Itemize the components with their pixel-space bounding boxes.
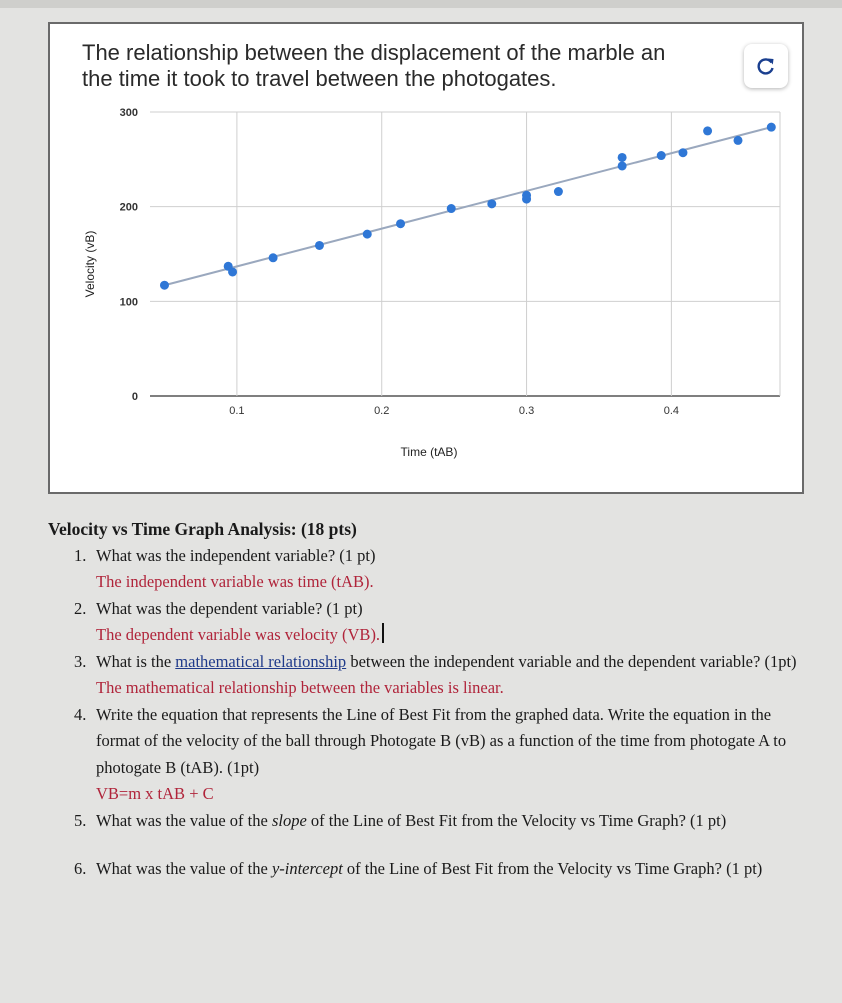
question-number: 4. bbox=[74, 704, 87, 724]
x-tick-label: 0.3 bbox=[518, 405, 535, 417]
question-4 bbox=[48, 702, 808, 808]
question-2 bbox=[48, 596, 808, 649]
question-text bbox=[96, 856, 808, 883]
slope-emphasis: slope bbox=[271, 810, 307, 830]
answer-5-blank[interactable] bbox=[48, 834, 808, 856]
question-number: 3. bbox=[74, 651, 87, 671]
refresh-icon bbox=[756, 56, 776, 76]
answer-2[interactable]: The dependent variable was velocity (VB). bbox=[96, 625, 381, 644]
y-tick-label: 200 bbox=[119, 201, 138, 214]
chart-title bbox=[82, 40, 742, 92]
question-text: What was the independent variable? (1 pt) bbox=[96, 545, 376, 565]
data-point bbox=[703, 126, 712, 135]
question-1 bbox=[48, 543, 808, 596]
x-tick-label: 0.1 bbox=[229, 405, 245, 417]
data-point bbox=[618, 161, 627, 170]
data-point bbox=[734, 136, 743, 145]
question-text-part: between the independent variable and the dependent variable? (1pt) bbox=[346, 651, 797, 671]
question-text-part: What was the value of the bbox=[96, 859, 272, 878]
question-text-part: What is the bbox=[96, 651, 176, 671]
y-tick-label: 0 bbox=[131, 391, 138, 403]
data-point bbox=[767, 123, 776, 132]
velocity-time-chart bbox=[50, 24, 802, 492]
data-point bbox=[447, 204, 456, 213]
question-text bbox=[96, 808, 808, 835]
data-point bbox=[657, 151, 666, 160]
y-tick-label: 100 bbox=[119, 296, 138, 309]
y-tick-label: 300 bbox=[119, 107, 138, 119]
data-point bbox=[487, 199, 496, 208]
text-cursor bbox=[382, 623, 384, 643]
question-number: 5. bbox=[74, 810, 87, 830]
question-number: 6. bbox=[74, 859, 87, 878]
data-point bbox=[678, 148, 687, 157]
question-number: 1. bbox=[74, 545, 87, 565]
y-intercept-emphasis: y-intercept bbox=[271, 859, 343, 878]
question-5 bbox=[48, 808, 808, 835]
x-tick-label: 0.2 bbox=[374, 405, 390, 417]
question-text-part: of the Line of Best Fit from the Velocity vs Time Graph? (1 pt) bbox=[342, 859, 763, 878]
answer-2-row[interactable] bbox=[96, 622, 808, 649]
chart-panel bbox=[48, 22, 804, 494]
section-title: Velocity vs Time Graph Analysis: (18 pts) bbox=[48, 519, 357, 539]
data-point bbox=[396, 219, 405, 228]
refresh-button[interactable] bbox=[744, 44, 788, 88]
question-6 bbox=[48, 856, 808, 883]
questions-section bbox=[48, 516, 808, 883]
answer-3[interactable]: The mathematical relationship between the variables is linear. bbox=[96, 678, 504, 697]
mathematical-relationship-link[interactable]: mathematical relationship bbox=[175, 651, 347, 671]
x-tick-label: 0.4 bbox=[663, 405, 680, 417]
answer-4-equation[interactable]: VB=m x tAB + C bbox=[96, 784, 214, 803]
data-point bbox=[269, 253, 278, 262]
data-point bbox=[160, 281, 169, 290]
question-text: Write the equation that represents the Line of Best Fit from the graphed data. Write the equation in the format of the velocity of the ball through Photogate B (vB) as a function of the time from photogate A to photogate B (tAB). (1pt) bbox=[96, 704, 787, 777]
data-point bbox=[315, 241, 324, 250]
question-text: What was the dependent variable? (1 pt) bbox=[96, 598, 363, 618]
data-point bbox=[522, 191, 531, 200]
question-number: 2. bbox=[74, 598, 87, 618]
y-axis-label: Velocity (vB) bbox=[83, 230, 97, 298]
data-point bbox=[228, 267, 237, 276]
data-point bbox=[618, 153, 627, 162]
answer-1[interactable]: The independent variable was time (tAB). bbox=[96, 572, 374, 591]
question-text bbox=[96, 649, 808, 676]
question-text-part: What was the value of the bbox=[96, 810, 272, 830]
top-strip bbox=[0, 0, 842, 8]
question-3 bbox=[48, 649, 808, 702]
data-point bbox=[363, 230, 372, 239]
chart-title-line1: The relationship between the displacement of the marble an bbox=[82, 40, 666, 65]
question-text-part: of the Line of Best Fit from the Velocity vs Time Graph? (1 pt) bbox=[306, 810, 727, 830]
x-axis-label: Time (tAB) bbox=[400, 445, 458, 459]
data-point bbox=[554, 187, 563, 196]
chart-title-line2: the time it took to travel between the photogates. bbox=[82, 66, 557, 91]
